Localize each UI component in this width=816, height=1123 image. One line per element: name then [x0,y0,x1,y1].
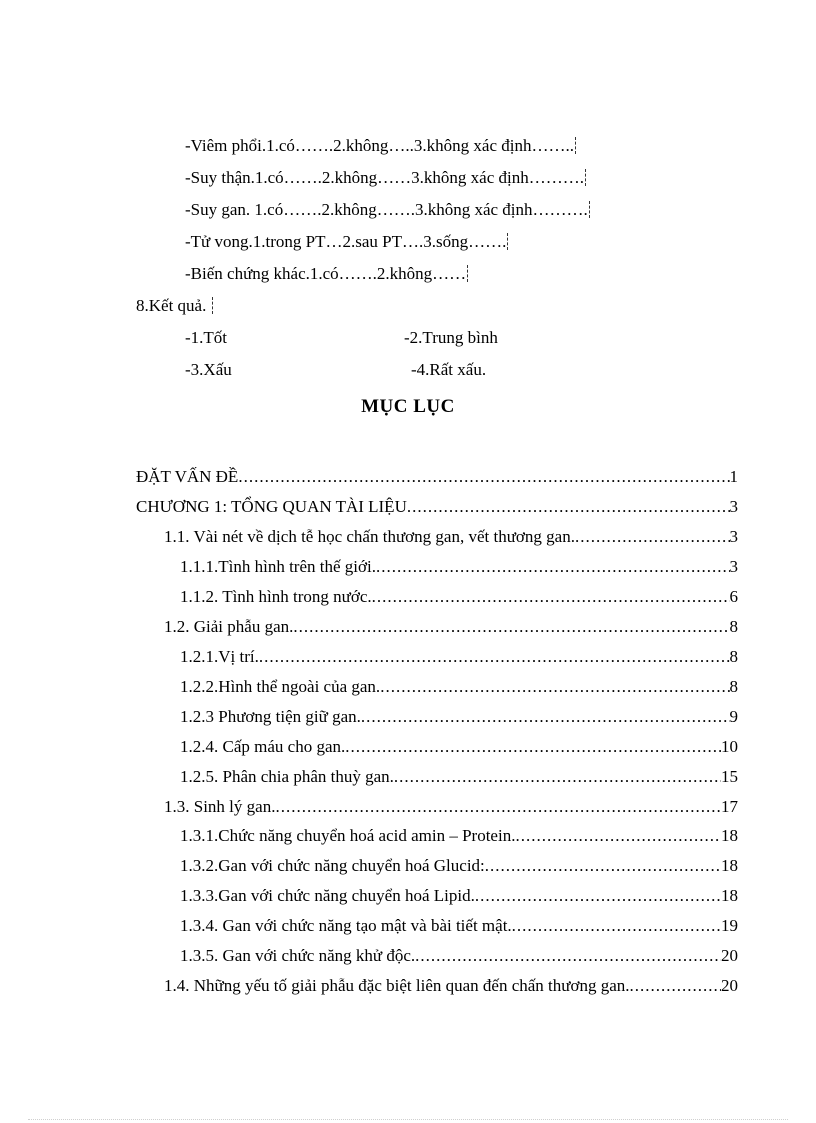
question-line [185,200,591,220]
toc-entry[interactable] [180,737,738,757]
toc-entry[interactable] [180,886,738,906]
toc-entry-text: 1.1.1.Tình hình trên thế giới. [180,557,376,576]
toc-page-number: 8 [729,677,738,696]
toc-entry[interactable] [180,647,738,667]
toc-entry-text: 1.4. Những yếu tố giải phẫu đặc biệt liên quan đến chấn thương gan. [164,976,630,995]
question-text: -Suy gan. 1.có…….2.không…….3.không xác định………. [185,200,588,219]
toc-page-number: 3 [729,497,738,516]
page-bottom-rule [28,1119,788,1120]
dot-leader [575,527,730,547]
toc-page-number: 18 [721,856,738,875]
toc-page-number: 6 [729,587,738,606]
question-line [185,136,577,156]
toc-entry-text: 1.3. Sinh lý gan. [164,797,276,816]
toc-entry-text: 1.2. Giải phẫu gan. [164,617,294,636]
text-cursor-mark [467,265,469,282]
question-text: -Biến chứng khác.1.có…….2.không…… [185,264,467,283]
question-line [185,264,469,284]
dot-leader [630,976,721,996]
toc-page-number: 3 [729,557,738,576]
dot-leader [345,737,721,757]
dot-leader [380,677,729,697]
toc-entry-text: 1.2.4. Cấp máu cho gan. [180,737,346,756]
toc-entry-text: 1.3.4. Gan với chức năng tạo mật và bài tiết mật. [180,916,512,935]
toc-title: MỤC LỤC [361,396,455,417]
toc-entry[interactable] [164,617,738,637]
dot-leader [485,856,721,876]
dot-leader [376,557,730,577]
toc-entry[interactable] [180,916,738,936]
toc-entry[interactable] [180,826,738,846]
toc-entry[interactable] [180,677,738,697]
toc-page-number: 17 [721,797,738,816]
toc-entry[interactable] [136,497,738,517]
dot-leader [407,497,730,517]
dot-leader [361,707,730,727]
toc-entry-text: 1.3.1.Chức năng chuyển hoá acid amin – Protein. [180,826,516,845]
result-option-bad: -3.Xấu [185,360,232,379]
question-text: -Suy thận.1.có…….2.không……3.không xác định………. [185,168,584,187]
dot-leader [394,767,721,787]
toc-page-number: 20 [721,946,738,965]
dot-leader [293,617,729,637]
toc-entry-text: 1.2.5. Phân chia phân thuỳ gan. [180,767,394,786]
toc-page-number: 18 [721,886,738,905]
text-cursor-mark [589,201,591,218]
toc-page-number: 19 [721,916,738,935]
result-heading [136,296,214,316]
toc-page-number: 1 [729,467,738,486]
toc-page-number: 3 [729,527,738,546]
dot-leader [259,647,730,667]
toc-entry-text: ĐẶT VẤN ĐỀ [136,467,239,486]
toc-entry-text: 1.2.2.Hình thể ngoài của gan. [180,677,381,696]
toc-entry-text: CHƯƠNG 1: TỔNG QUAN TÀI LIỆU [136,497,407,516]
text-cursor-mark [585,169,587,186]
toc-entry[interactable] [164,976,738,996]
dot-leader [238,467,729,487]
toc-entry-text: 1.2.1.Vị trí. [180,647,259,666]
toc-page-number: 8 [729,617,738,636]
dot-leader [515,826,721,846]
result-option-good: -1.Tốt [185,328,228,347]
toc-entry-text: 1.3.5. Gan với chức năng khử độc. [180,946,416,965]
toc-entry[interactable] [180,707,738,727]
toc-page-number: 15 [721,767,738,786]
dot-leader [275,797,721,817]
toc-entry-text: 1.1. Vài nét về dịch tễ học chấn thương gan, vết thương gan. [164,527,575,546]
toc-entry-text: 1.1.2. Tình hình trong nước. [180,587,372,606]
question-line [185,232,509,252]
toc-entry[interactable] [136,467,738,487]
toc-entry-text: 1.3.2.Gan với chức năng chuyển hoá Glucid: [180,856,485,875]
toc-entry[interactable] [164,797,738,817]
result-heading-text: 8.Kết quả. [136,296,207,315]
toc-page-number: 18 [721,826,738,845]
toc-entry[interactable] [180,946,738,966]
result-option-very-bad: -4.Rất xấu. [411,360,487,379]
toc-page-number: 9 [729,707,738,726]
text-cursor-mark [507,233,509,250]
result-option-average: -2.Trung bình [404,328,498,347]
text-cursor-mark [212,297,214,314]
question-text: -Viêm phổi.1.có…….2.không…..3.không xác định…….. [185,136,574,155]
text-cursor-mark [575,137,577,154]
toc-entry[interactable] [164,527,738,547]
dot-leader [475,886,721,906]
dot-leader [372,587,730,607]
toc-page-number: 8 [729,647,738,666]
toc-entry-text: 1.3.3.Gan với chức năng chuyển hoá Lipid. [180,886,475,905]
question-line [185,168,587,188]
toc-entry[interactable] [180,587,738,607]
toc-entry-text: 1.2.3 Phương tiện giữ gan. [180,707,361,726]
toc-entry[interactable] [180,557,738,577]
toc-page-number: 20 [721,976,738,995]
toc-entry[interactable] [180,856,738,876]
toc-page-number: 10 [721,737,738,756]
dot-leader [415,946,721,966]
question-text: -Tử vong.1.trong PT…2.sau PT….3.sống……. [185,232,507,251]
dot-leader [512,916,721,936]
toc-entry[interactable] [180,767,738,787]
